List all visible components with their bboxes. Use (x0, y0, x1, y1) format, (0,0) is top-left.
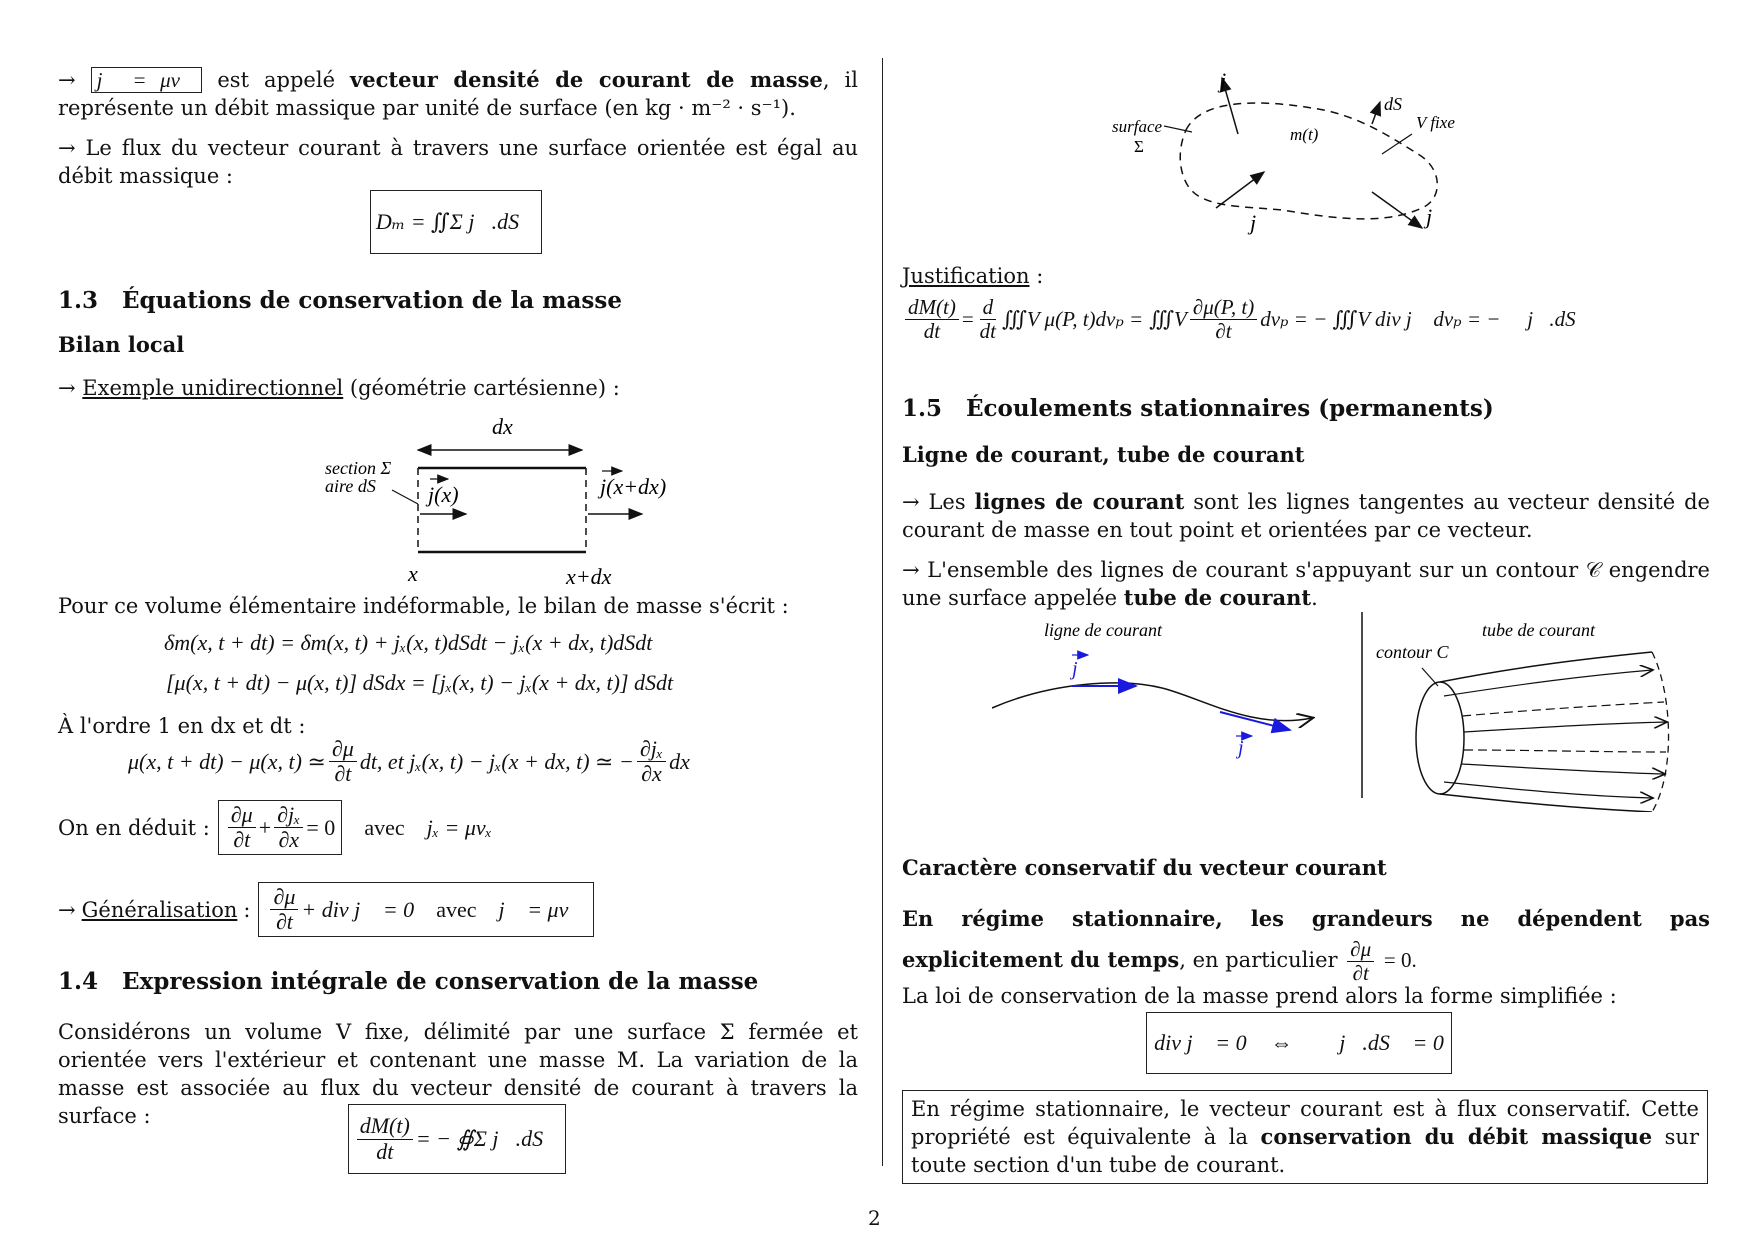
section-pointer (392, 490, 418, 504)
section-1-4-heading (58, 968, 758, 995)
text-geometrie: (géométrie cartésienne) : (349, 376, 620, 400)
text-part: En régime stationnaire, le vecteur courant est à flux conservatif. Cette propriété est équivalente à la (911, 1097, 1699, 1149)
fraction-den: dt (376, 1138, 394, 1164)
fraction-num: ∂μ (1347, 938, 1374, 962)
tube-streamline-2 (1462, 702, 1664, 716)
label-jxdx: j(x+dx) (600, 474, 667, 499)
text-part: , en particulier (1179, 948, 1338, 973)
fraction-num: ∂μ (329, 737, 357, 762)
paragraph-vector-density (58, 66, 858, 122)
text-avec: avec (436, 896, 477, 922)
label-jx: j(x) (428, 482, 459, 507)
eq-part: = − ∯Σ j⃗.dS⃗ (415, 1126, 561, 1151)
arrow-symbol: → (58, 897, 76, 922)
fraction-den: ∂x (641, 761, 662, 787)
fraction-dM-dt (905, 296, 959, 343)
equation-bilan-2: [μ(x, t + dt) − μ(x, t)] dSdx = [jₓ(x, t) − jₓ(x + dx, t)] dSdt (166, 670, 674, 695)
equation-div: div j⃗ = 0 (1154, 1030, 1247, 1055)
fraction-dmu-dt (1347, 938, 1374, 985)
section-1-3-heading (58, 287, 622, 314)
term-lignes-de-courant: lignes de courant (974, 489, 1185, 514)
equation-flux: ∯ j⃗.dS⃗ = 0 (1316, 1030, 1444, 1055)
underlined-justification: Justification (902, 264, 1030, 288)
fraction-den: ∂t (233, 827, 251, 853)
vector-j-bottom-right (1372, 192, 1422, 228)
vfixe-pointer (1382, 134, 1412, 154)
fraction-den: dt (923, 319, 941, 344)
colon: : (243, 897, 251, 922)
label-j-bottom-right: j (1426, 204, 1433, 229)
label-section: section Σ (325, 458, 392, 478)
eq-part: dvₚ = − ∭V div j⃗ dvₚ = − ∯ j⃗.dS⃗ (1260, 307, 1592, 332)
fraction-num: ∂jₓ (274, 803, 303, 828)
figure-streamlines (992, 612, 1692, 812)
label-j2: j (1238, 737, 1244, 759)
vector-dS (1372, 102, 1380, 124)
note-box-flux-conservatif (902, 1090, 1708, 1184)
label-dS: dS (1384, 94, 1402, 114)
paragraph-lignes-de-courant (902, 488, 1710, 544)
arrow-symbol: → (58, 376, 76, 400)
fraction-dmu-P-t (1190, 296, 1257, 343)
volume-boundary (1180, 103, 1437, 219)
fraction-dmu-dt (228, 803, 256, 852)
fraction-num: dM(t) (357, 1114, 413, 1139)
paragraph-exemple (58, 374, 858, 402)
fraction-d-dt (977, 296, 999, 343)
text-part: . (1311, 586, 1318, 610)
equation-j: j⃗ = μv⃗ (498, 896, 586, 922)
fraction-den: ∂t (1215, 319, 1232, 344)
section-number: 1.3 (58, 287, 99, 314)
fraction-djx-dx (637, 737, 666, 786)
section-title: Expression intégrale de conservation de la masse (122, 968, 759, 995)
equation-integral-box (348, 1104, 566, 1174)
equals-zero: = 0 (306, 814, 336, 840)
fraction-den: dt (979, 319, 997, 344)
fraction-den: ∂x (278, 827, 300, 853)
text-est-appele: est appelé (217, 68, 335, 92)
label-dx: dx (492, 414, 513, 439)
colon: : (1036, 264, 1044, 288)
row-generalisation (58, 882, 594, 937)
label-xdx: x+dx (566, 564, 612, 588)
paragraph-justification (902, 262, 1710, 290)
boxed-general-equation (258, 882, 594, 937)
text-avec: avec (364, 814, 405, 840)
equation-ordre-1 (128, 737, 690, 786)
text-part: sont les lignes tangentes au vecteur densité de courant de masse en tout point et orientées par ce vecteur. (902, 490, 1710, 542)
subheading-bilan-local: Bilan local (58, 332, 185, 357)
boxed-local-equation (218, 800, 343, 855)
equation-div-box (1146, 1012, 1452, 1074)
plus-sign: + (258, 814, 272, 840)
page-number: 2 (868, 1206, 881, 1230)
paragraph-tube-de-courant (902, 556, 1710, 612)
figure-fixed-volume (1082, 58, 1462, 248)
tube-end-section (1652, 652, 1669, 812)
fraction-num: dM(t) (905, 296, 959, 320)
vector-j-bottom-left (1216, 172, 1264, 208)
label-m-t: m(t) (1290, 125, 1319, 144)
text-on-en-deduit: On en déduit : (58, 815, 210, 840)
tube-streamline-3 (1464, 722, 1666, 732)
equivalence-symbol: ⇔ (1270, 1030, 1293, 1055)
equation-jx: jₓ = μvₓ (426, 814, 492, 840)
label-contour: contour C (1376, 642, 1449, 662)
label-tube-de-courant: tube de courant (1482, 620, 1595, 640)
eq-part: dx (669, 748, 690, 774)
tube-streamline-1 (1444, 670, 1652, 696)
label-x: x (408, 561, 418, 586)
label-sigma: Σ (1134, 137, 1144, 156)
column-divider (882, 58, 883, 1166)
boxed-j-equals-mu-v: j⃗ = μv⃗ (91, 67, 203, 93)
fraction-num: ∂jₓ (637, 737, 666, 762)
equation-justification (902, 296, 1592, 343)
tube-streamline-5 (1462, 764, 1664, 774)
term-conservation-debit: conservation du débit massique (1260, 1124, 1653, 1149)
subheading-caractere-conservatif: Caractère conservatif du vecteur courant (902, 855, 1387, 880)
fraction-num: ∂μ (270, 885, 298, 910)
figure-elementary-volume (256, 408, 696, 588)
label-j-bottom-left: j (1250, 210, 1257, 235)
eq-part: ∭V μ(P, t)dvₚ = (1002, 307, 1144, 332)
label-aire: aire dS (325, 476, 376, 496)
term-tube-de-courant: tube de courant (1123, 585, 1312, 610)
underlined-generalisation: Généralisation (81, 897, 238, 922)
section-title: Écoulements stationnaires (permanents) (966, 395, 1494, 422)
tube-top-edge (1440, 652, 1652, 682)
eq-part: μ(x, t + dt) − μ(x, t) ≃ (128, 748, 326, 774)
paragraph-pour-ce-volume: Pour ce volume élémentaire indéformable, le bilan de masse s'écrit : (58, 594, 789, 618)
arrow-symbol: → (58, 68, 76, 92)
section-1-5-heading (902, 395, 1494, 422)
section-title: Équations de conservation de la masse (122, 287, 622, 314)
underlined-exemple: Exemple unidirectionnel (82, 376, 344, 400)
eq-part: ∭V (1149, 307, 1187, 332)
fraction-djx-dx (274, 803, 303, 852)
label-v-fixe: V fixe (1416, 113, 1455, 132)
paragraph-considerons: Considérons un volume V fixe, délimité par une surface Σ fermée et orientée vers l'extérieur et contenant une masse M. La variation de la masse est associée au flux du vecteur densité de courant à travers la surface : (58, 1020, 858, 1128)
fraction-num: ∂μ(P, t) (1190, 296, 1257, 320)
equation-Dm-box: Dₘ = ∬Σ j⃗.dS⃗ (370, 190, 542, 254)
equation-bilan-1: δm(x, t + dt) = δm(x, t) + jₓ(x, t)dSdt − jₓ(x + dx, t)dSdt (164, 630, 653, 655)
tube-streamline-4 (1464, 750, 1666, 752)
fraction-num: d (980, 296, 997, 320)
paragraph-flux: → Le flux du vecteur courant à travers une surface orientée est égal au débit massique : (58, 136, 858, 188)
text-part: sur toute section d'un tube de courant. (911, 1125, 1699, 1177)
row-on-en-deduit (58, 800, 492, 855)
contour-ellipse (1416, 682, 1464, 794)
fraction-den: ∂t (1352, 961, 1369, 986)
fraction-dM-dt (357, 1114, 413, 1163)
fraction-num: ∂μ (228, 803, 256, 828)
streamline-curve (992, 683, 1312, 721)
equals-sign: = (961, 307, 974, 332)
eq-part: dt, et jₓ(x, t) − jₓ(x + dx, t) ≃ − (359, 748, 634, 774)
label-ligne-de-courant: ligne de courant (1044, 620, 1162, 640)
section-number: 1.4 (58, 968, 99, 995)
paragraph-loi-conservation: La loi de conservation de la masse prend alors la forme simplifiée : (902, 984, 1617, 1008)
label-j1: j (1072, 658, 1078, 680)
paragraph-ordre-1: À l'ordre 1 en dx et dt : (58, 714, 306, 738)
fraction-den: ∂t (275, 909, 293, 935)
text-part: → L'ensemble des lignes de courant s'appuyant sur un contour 𝒞 engendre une surface appelée (902, 558, 1710, 610)
term-vecteur-densite: vecteur densité de courant de masse (350, 67, 823, 92)
fraction-dmu-dt (329, 737, 357, 786)
tube-streamline-6 (1444, 782, 1652, 798)
eq-part: + div j⃗ = 0 (301, 896, 415, 922)
label-surface: surface (1112, 117, 1163, 136)
section-number: 1.5 (902, 395, 943, 422)
paragraph-regime-stationnaire (902, 900, 1710, 985)
text-debit-massique: , il représente un débit massique par unité de surface (en kg · m⁻² · s⁻¹). (58, 68, 858, 120)
fraction-den: ∂t (334, 761, 352, 787)
label-j-top: j (1220, 68, 1227, 93)
term-regime-stationnaire: En régime stationnaire, les grandeurs ne dépendent pas explicitement du temps (902, 906, 1710, 973)
fraction-dmu-dt (270, 885, 298, 934)
subheading-ligne-tube: Ligne de courant, tube de courant (902, 442, 1305, 467)
equals-zero: = 0. (1383, 948, 1417, 973)
text-part: → Les (902, 490, 966, 514)
